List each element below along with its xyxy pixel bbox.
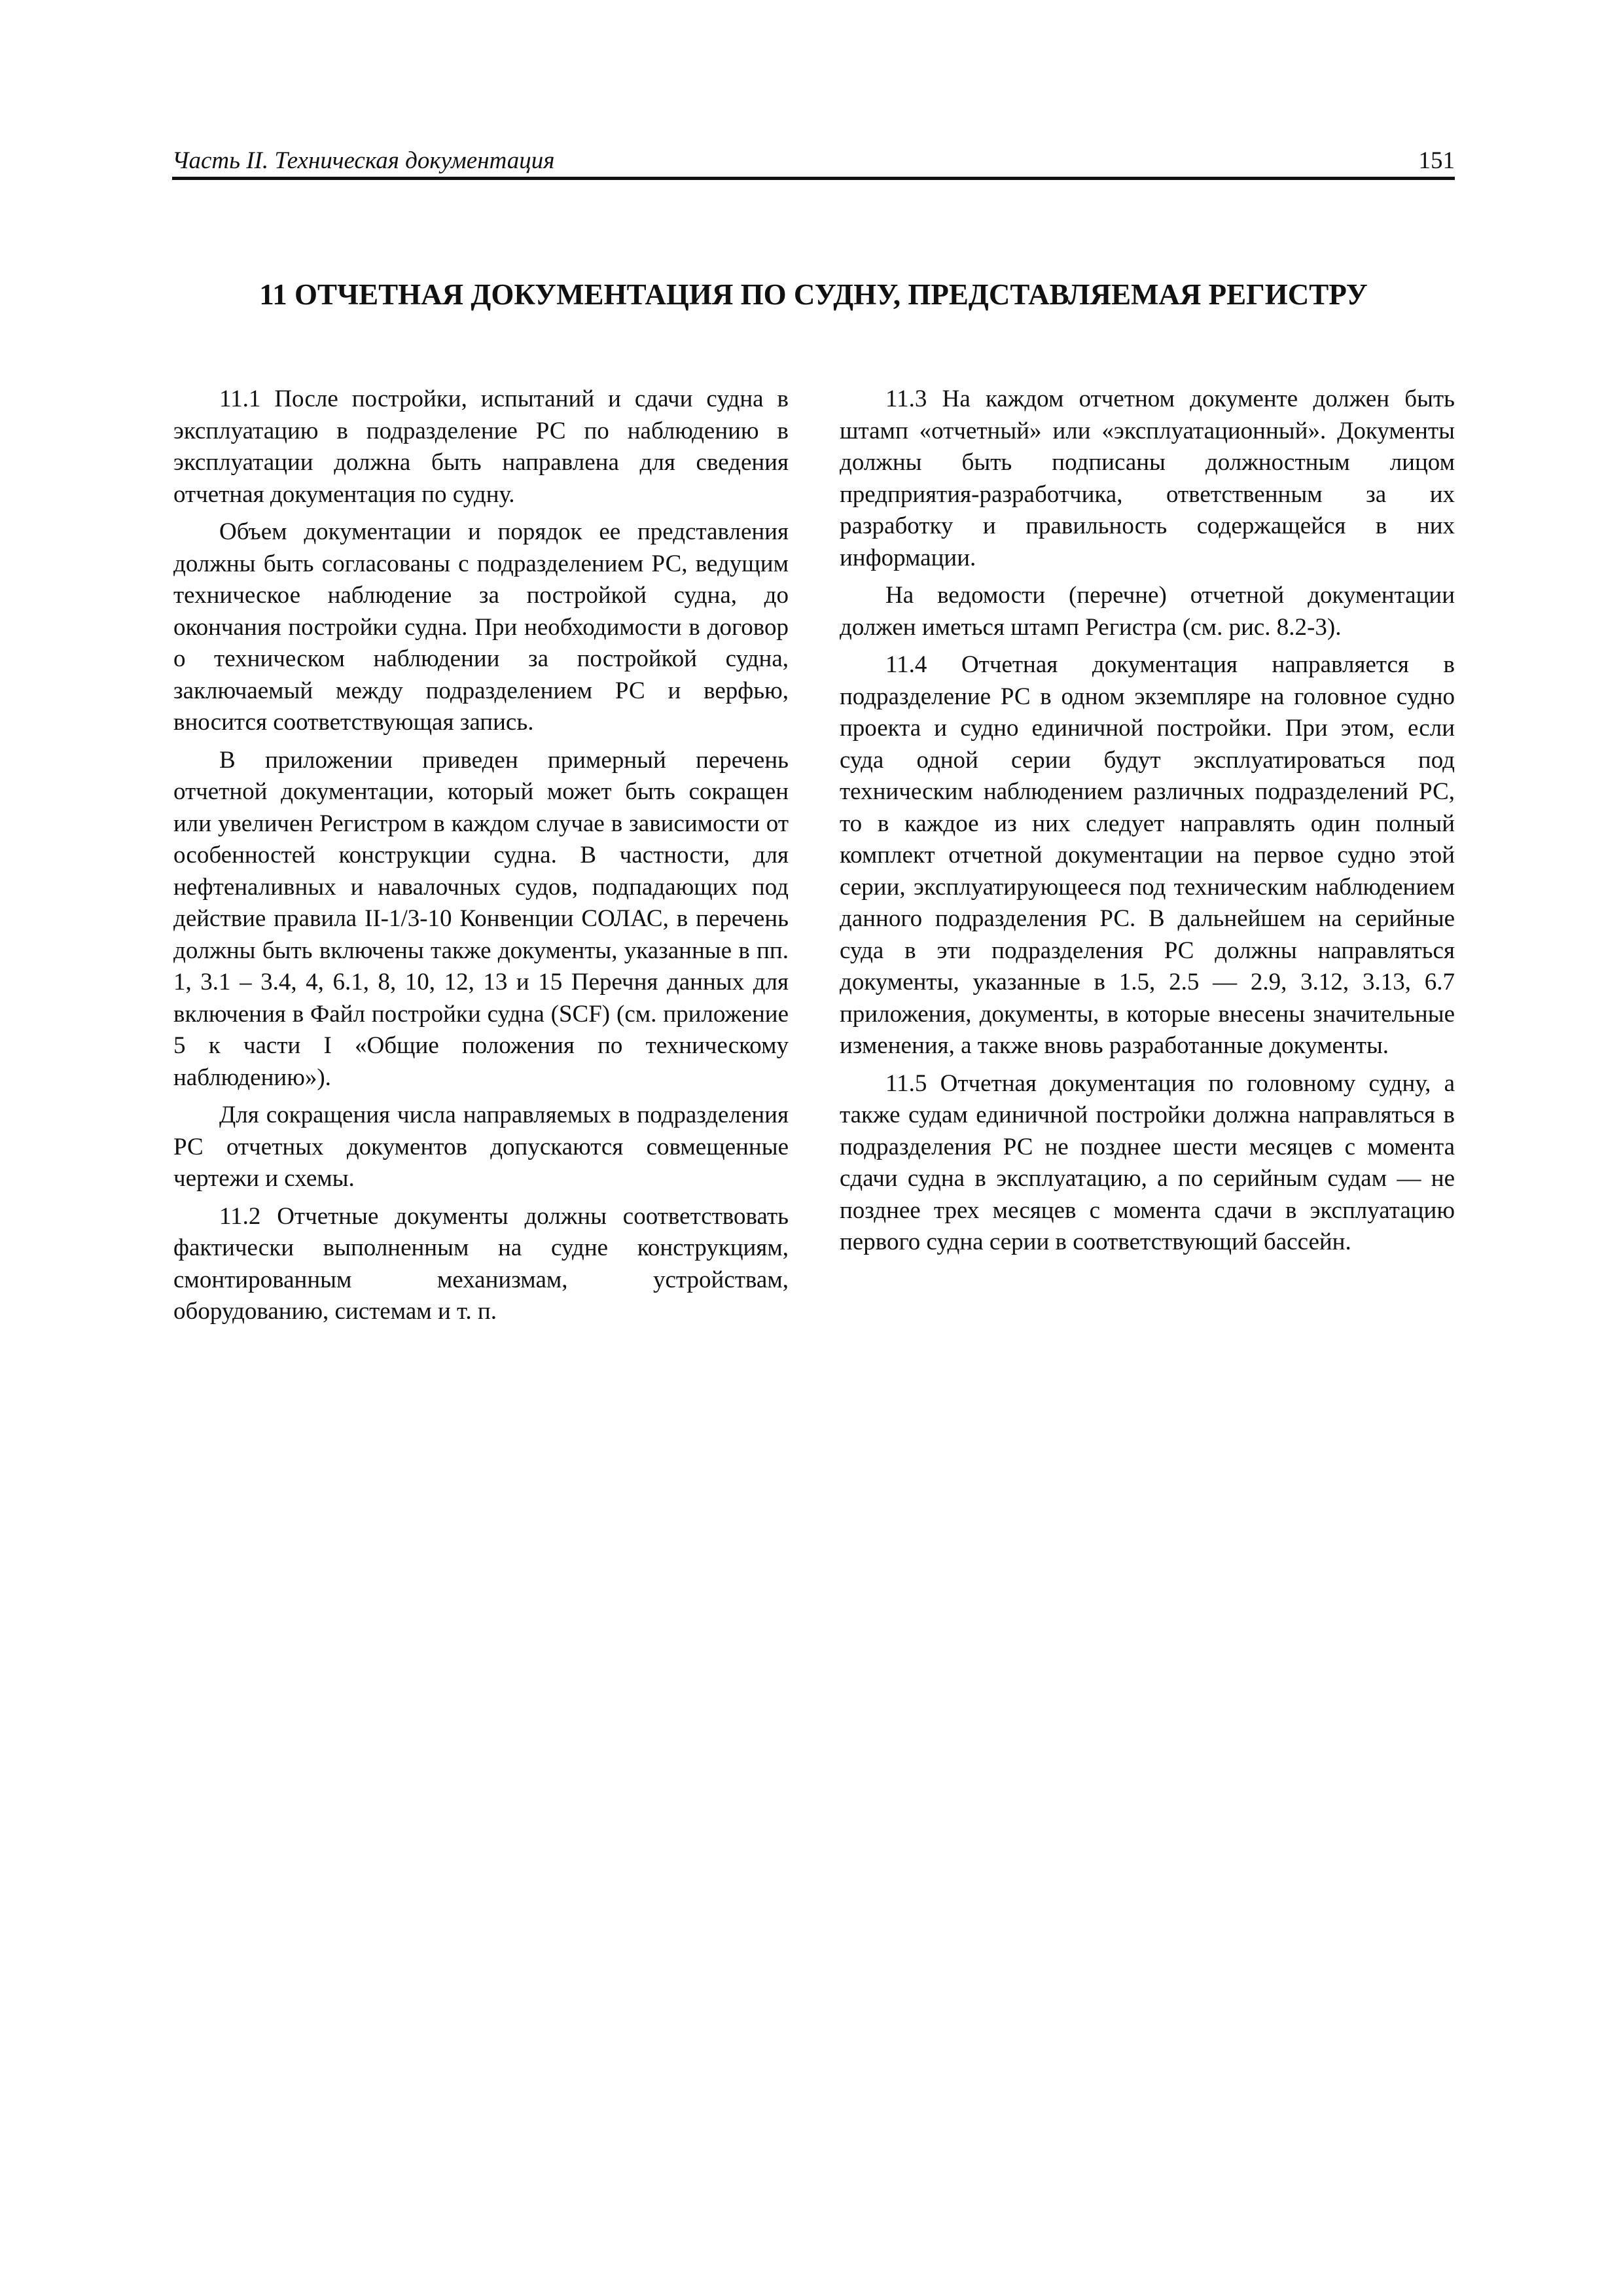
paragraph-appendix: В приложении приведен примерный перечень отчетной документации, который может быть сокращен или увеличен Регистром в каждом случае в зависимости от особенностей конструкции судна. В частности, для нефтеналивных и навалочных судов, подпадающих под действие правила II-1/3-10 Конвенции СОЛАС, в перечень должны быть включены также документы, указанные в пп. 1, 3.1 – 3.4, 4, 6.1, 8, 10, 12, 13 и 15 Перечня данных для включения в Файл постройки судна (SCF) (см. приложение 5 к части I «Общие положения по техническому наблюдению»). [173, 746, 789, 1091]
page-number: 151 [1418, 147, 1455, 174]
paragraph-11-5: 11.5 Отчетная документация по головному судну, а также судам единичной постройки должна направляться в подразделения РС не позднее шести месяцев с момента сдачи судна в эксплуатацию, а по серийным судам — не позднее трех месяцев с момента сдачи в эксплуатацию первого судна серии в соответствующий бассейн. [840, 1069, 1455, 1255]
header-divider [172, 177, 1455, 180]
paragraph-11-2: 11.2 Отчетные документы должны соответствовать фактически выполненным на судне конструкциям, смонтированным механизмам, устройствам, оборудованию, системам и т. п. [173, 1202, 789, 1325]
paragraph-stamp: На ведомости (перечне) отчетной документации должен иметься штамп Регистра (см. рис. 8.2-3). [840, 582, 1455, 641]
paragraph-11-3: 11.3 На каждом отчетном документе должен быть штамп «отчетный» или «эксплуатационный». Документы должны быть подписаны должностным лицом предприятия-разработчика, ответственным за их разработку и правильность содержащейся в них информации. [840, 386, 1455, 571]
header-section-title: Часть II. Техническая документация [172, 147, 555, 174]
paragraph-11-1: 11.1 После постройки, испытаний и сдачи судна в эксплуатацию в подразделение РС по наблюдению в эксплуатации должна быть направлена для сведения отчетная документация по судну. [173, 386, 789, 508]
left-column [173, 384, 789, 1334]
paragraph-scope: Объем документации и порядок ее представления должны быть согласованы с подразделением РС, ведущим техническое наблюдение за постройкой судна, до окончания постройки судна. При необходимости в договор о техническом наблюдении за постройкой судна, заключаемый между подразделением РС и верфью, вносится соответствующая запись. [173, 518, 789, 736]
running-header [172, 143, 1455, 177]
chapter-title: 11 ОТЧЕТНАЯ ДОКУМЕНТАЦИЯ ПО СУДНУ, ПРЕДСТАВЛЯЕМАЯ РЕГИСТРУ [259, 278, 1368, 312]
right-column [840, 384, 1455, 1265]
paragraph-11-4: 11.4 Отчетная документация направляется в подразделение РС в одном экземпляре на головное судно проекта и судно единичной постройки. При этом, если суда одной серии будут эксплуатироваться под техническим наблюдением различных подразделений РС, то в каждое из них следует направлять один полный комплект отчетной документации на первое судно этой серии, эксплуатирующееся под техническим наблюдением данного подразделения РС. В дальнейшем на серийные суда в эти подразделения РС должны направляться документы, указанные в 1.5, 2.5 — 2.9, 3.12, 3.13, 6.7 приложения, документы, в которые внесены значительные изменения, а также вновь разработанные документы. [840, 651, 1455, 1059]
paragraph-combined-drawings: Для сокращения числа направляемых в подразделения РС отчетных документов допускаются совмещенные чертежи и схемы. [173, 1102, 789, 1192]
